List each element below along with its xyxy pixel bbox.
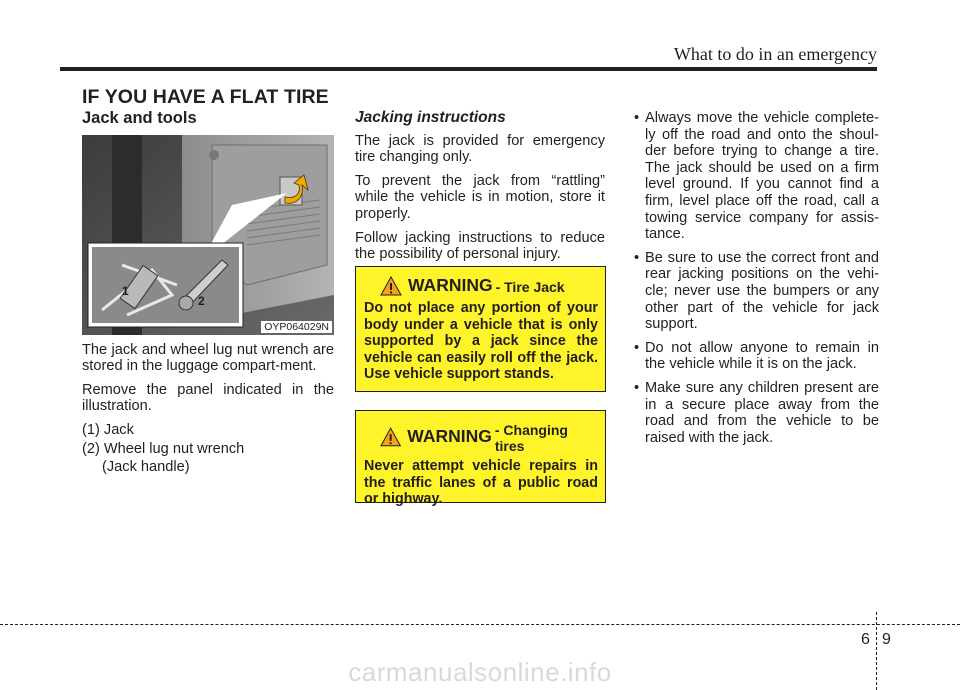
bullet-dot-icon: • [634,339,640,356]
warning-header [380,419,598,454]
remove-panel-paragraph: Remove the panel indicated in the illustration. [82,381,334,415]
page-number: 9 [882,631,891,648]
bullet-item [627,380,879,446]
bullet-text: Do not allow anyone to remain in the vehicle while it is on the jack. [645,339,879,373]
rattling-paragraph: To prevent the jack from “rattling” while the vehicle is in motion, store it properly. [355,172,605,222]
figure-code: OYP064029N [261,321,332,333]
luggage-compartment-drawing [82,135,334,335]
warning-body: Never attempt vehicle repairs in the traffic lanes of a public road or highway. [364,458,598,507]
warning-subtitle: - Tire Jack [495,279,565,295]
section-title: IF YOU HAVE A FLAT TIRE [82,86,329,108]
figure-label-1: 1 [122,283,129,298]
bullet-item [627,340,879,373]
bullet-text: Make sure any children present are in a secure place away from the road and from the vehicle to be raised with the jack. [645,379,879,446]
warning-body: Do not place any portion of your body under a vehicle that is only supported by a jack since the vehicle can easily roll off the jack. Use vehicle support stands. [364,300,598,382]
warning-triangle-icon [380,427,401,447]
jack-and-tools-heading: Jack and tools [82,109,197,127]
bullet-item [627,110,879,243]
column-safety-bullets [627,110,879,453]
bullet-dot-icon: • [634,379,640,396]
footer-rule [0,624,960,625]
watermark: carmanualsonline.info [348,657,612,687]
bullet-item [627,250,879,333]
chapter-number: 6 [861,631,870,648]
bullet-dot-icon: • [634,110,640,126]
emergency-paragraph: The jack is provided for emergency tire changing only. [355,132,605,166]
bullet-dot-icon: • [634,249,640,266]
bullet-text: Be sure to use the correct front and rear jacking positions on the vehi-cle; never use the bumpers or any other part of the vehicle for jack support. [645,249,879,333]
follow-instructions-paragraph: Follow jacking instructions to reduce the possibility of personal injury. [355,229,605,263]
warning-word: WARNING [407,426,492,446]
jack-tools-illustration [82,135,334,335]
warning-box-changing-tires [355,410,606,507]
header-rule [60,67,877,71]
warning-box-tire-jack [355,266,606,392]
item-jack: (1) Jack [82,421,134,438]
bullet-text: Always move the vehicle complete-ly off the road and onto the shoul-der before trying to change a tire. The jack should be used on a firm level ground. If you cannot find a firm, level place off the road, call a towing service company for assis-tance. [645,110,879,243]
warning-word: WARNING [408,275,493,295]
item-wrench-sub: (Jack handle) [102,459,190,476]
running-header: What to do in an emergency [673,44,877,64]
column-jack-and-tools [82,110,334,478]
item-wrench: (2) Wheel lug nut wrench [82,440,245,457]
storage-paragraph: The jack and wheel lug nut wrench are stored in the luggage compart-ment. [82,341,334,375]
figure-label-2: 2 [198,293,205,308]
column-jacking-instructions [355,110,605,270]
warning-subtitle: - Changing tires [494,422,568,454]
warning-header [380,275,598,296]
warning-triangle-icon [380,276,402,296]
jacking-instructions-heading: Jacking instructions [355,109,506,126]
